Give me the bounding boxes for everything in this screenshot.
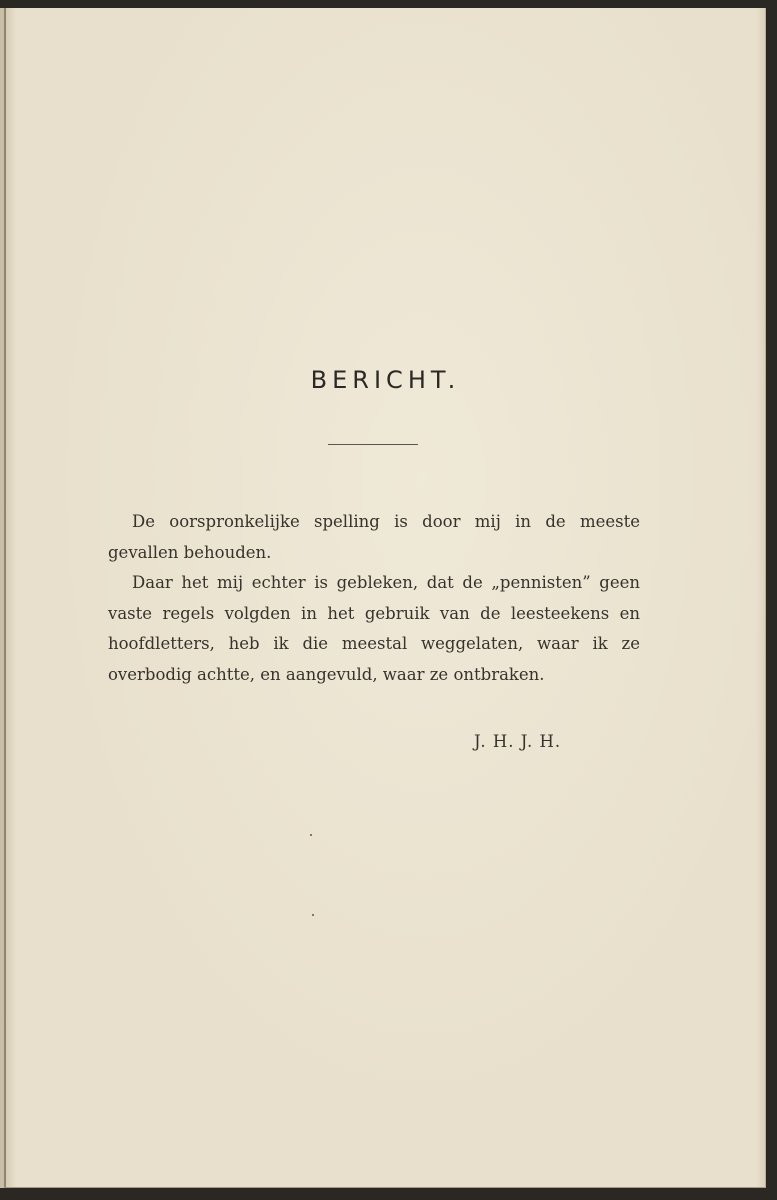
title-divider [328, 444, 418, 445]
paragraph-punctuation: Daar het mij echter is gebleken, dat de „pennisten” geen vaste regels volgden in het gebruik van de leesteekens en hoofdletters, heb ik die meestal weggelaten, waar ik ze overbodig achtte, en aangevuld, waar ze ontbraken. [108, 573, 640, 684]
book-page [4, 8, 766, 1188]
paper-speck [310, 834, 312, 836]
notice-body [108, 507, 640, 690]
paper-speck [312, 914, 314, 916]
signature-initials: J. H. J. H. [474, 732, 562, 751]
page-title: BERICHT. [310, 366, 461, 394]
paragraph-spelling: De oorspronkelijke spelling is door mij in de meeste gevallen behouden. [108, 512, 640, 562]
